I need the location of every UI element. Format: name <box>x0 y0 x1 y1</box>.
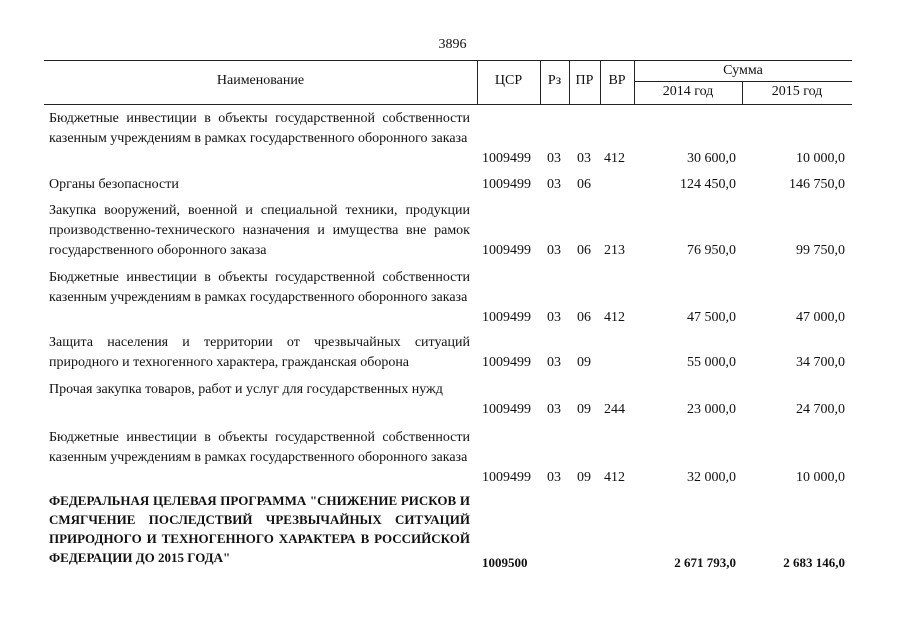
csr-cell: 1009499 <box>482 243 531 258</box>
row-name: Защита населения и территории от чрезвычайных ситуаций природного и техногенного характера, гражданская оборона <box>49 335 470 370</box>
sum-2015-cell: 99 750,0 <box>796 243 845 258</box>
sum-2014-cell: 23 000,0 <box>687 402 736 417</box>
csr-cell: 1009500 <box>482 555 528 570</box>
row-name: ФЕДЕРАЛЬНАЯ ЦЕЛЕВАЯ ПРОГРАММА "СНИЖЕНИЕ РИСКОВ И СМЯГЧЕНИЕ ПОСЛЕДСТВИЙ ЧРЕЗВЫЧАЙНЫХ СИТУАЦИЙ ПРИРОДНОГО И ТЕХНОГЕННОГО ХАРАКТЕРА В РОССИЙСКОЙ ФЕДЕРАЦИИ ДО 2015 ГОДА" <box>49 493 470 565</box>
table-row <box>44 201 852 261</box>
sum-2014-cell: 55 000,0 <box>687 355 736 370</box>
sum-2014-cell: 47 500,0 <box>687 310 736 325</box>
row-name: Бюджетные инвестиции в объекты государственной собственности казенным учреждениям в рамках государственного оборонного заказа <box>49 111 470 146</box>
page-number: 3896 <box>438 37 467 52</box>
table-row <box>44 268 852 328</box>
rz-cell: 03 <box>547 243 561 258</box>
sum-2014-cell: 124 450,0 <box>680 177 736 192</box>
vr-cell: 213 <box>604 243 625 258</box>
sum-2014-cell: 2 671 793,0 <box>674 555 736 570</box>
rz-cell: 03 <box>547 470 561 485</box>
rz-cell: 03 <box>547 151 561 166</box>
budget-table <box>44 60 852 570</box>
pr-cell: 03 <box>577 151 591 166</box>
table-row <box>44 333 852 373</box>
sum-2015-cell: 10 000,0 <box>796 151 845 166</box>
header-sum: Сумма <box>723 63 763 78</box>
table-row <box>44 491 852 573</box>
vr-cell: 412 <box>604 310 625 325</box>
sum-2014-cell: 30 600,0 <box>687 151 736 166</box>
table-row <box>44 380 852 420</box>
csr-cell: 1009499 <box>482 177 531 192</box>
header-vr: ВР <box>608 73 626 88</box>
sum-2015-cell: 34 700,0 <box>796 355 845 370</box>
rz-cell: 03 <box>547 310 561 325</box>
header-csr: ЦСР <box>494 73 523 88</box>
pr-cell: 06 <box>577 243 591 258</box>
sum-2015-cell: 47 000,0 <box>796 310 845 325</box>
row-name: Бюджетные инвестиции в объекты государственной собственности казенным учреждениям в рамках государственного оборонного заказа <box>49 430 470 465</box>
sum-2014-cell: 32 000,0 <box>687 470 736 485</box>
header-name: Наименование <box>216 73 305 88</box>
sum-divider <box>634 81 852 82</box>
table-row <box>44 109 852 169</box>
rz-cell: 03 <box>547 177 561 192</box>
vr-cell: 244 <box>604 402 625 417</box>
sum-2015-cell: 146 750,0 <box>789 177 845 192</box>
table-row <box>44 175 852 195</box>
csr-cell: 1009499 <box>482 310 531 325</box>
vr-cell: 412 <box>604 151 625 166</box>
sum-2015-cell: 2 683 146,0 <box>783 555 845 570</box>
csr-cell: 1009499 <box>482 151 531 166</box>
rz-cell: 03 <box>547 355 561 370</box>
sum-2015-cell: 10 000,0 <box>796 470 845 485</box>
header-2015: 2015 год <box>771 84 823 99</box>
pr-cell: 09 <box>577 402 591 417</box>
header-2014: 2014 год <box>662 84 714 99</box>
header-pr: ПР <box>575 73 594 88</box>
pr-cell: 09 <box>577 470 591 485</box>
row-name: Бюджетные инвестиции в объекты государственной собственности казенным учреждениям в рамках государственного оборонного заказа <box>49 270 470 305</box>
sum-2014-cell: 76 950,0 <box>687 243 736 258</box>
header-rz: Рз <box>547 73 562 88</box>
sum-2015-cell: 24 700,0 <box>796 402 845 417</box>
pr-cell: 06 <box>577 310 591 325</box>
table-row <box>44 428 852 488</box>
row-name: Закупка вооружений, военной и специальной техники, продукции производственно-технического назначения и имущества вне рамок государственного оборонного заказа <box>49 203 470 258</box>
vr-cell: 412 <box>604 470 625 485</box>
pr-cell: 09 <box>577 355 591 370</box>
pr-cell: 06 <box>577 177 591 192</box>
row-name: Органы безопасности <box>49 177 179 192</box>
csr-cell: 1009499 <box>482 355 531 370</box>
csr-cell: 1009499 <box>482 402 531 417</box>
row-name: Прочая закупка товаров, работ и услуг для государственных нужд <box>49 382 443 397</box>
table-header <box>44 60 852 105</box>
csr-cell: 1009499 <box>482 470 531 485</box>
rz-cell: 03 <box>547 402 561 417</box>
